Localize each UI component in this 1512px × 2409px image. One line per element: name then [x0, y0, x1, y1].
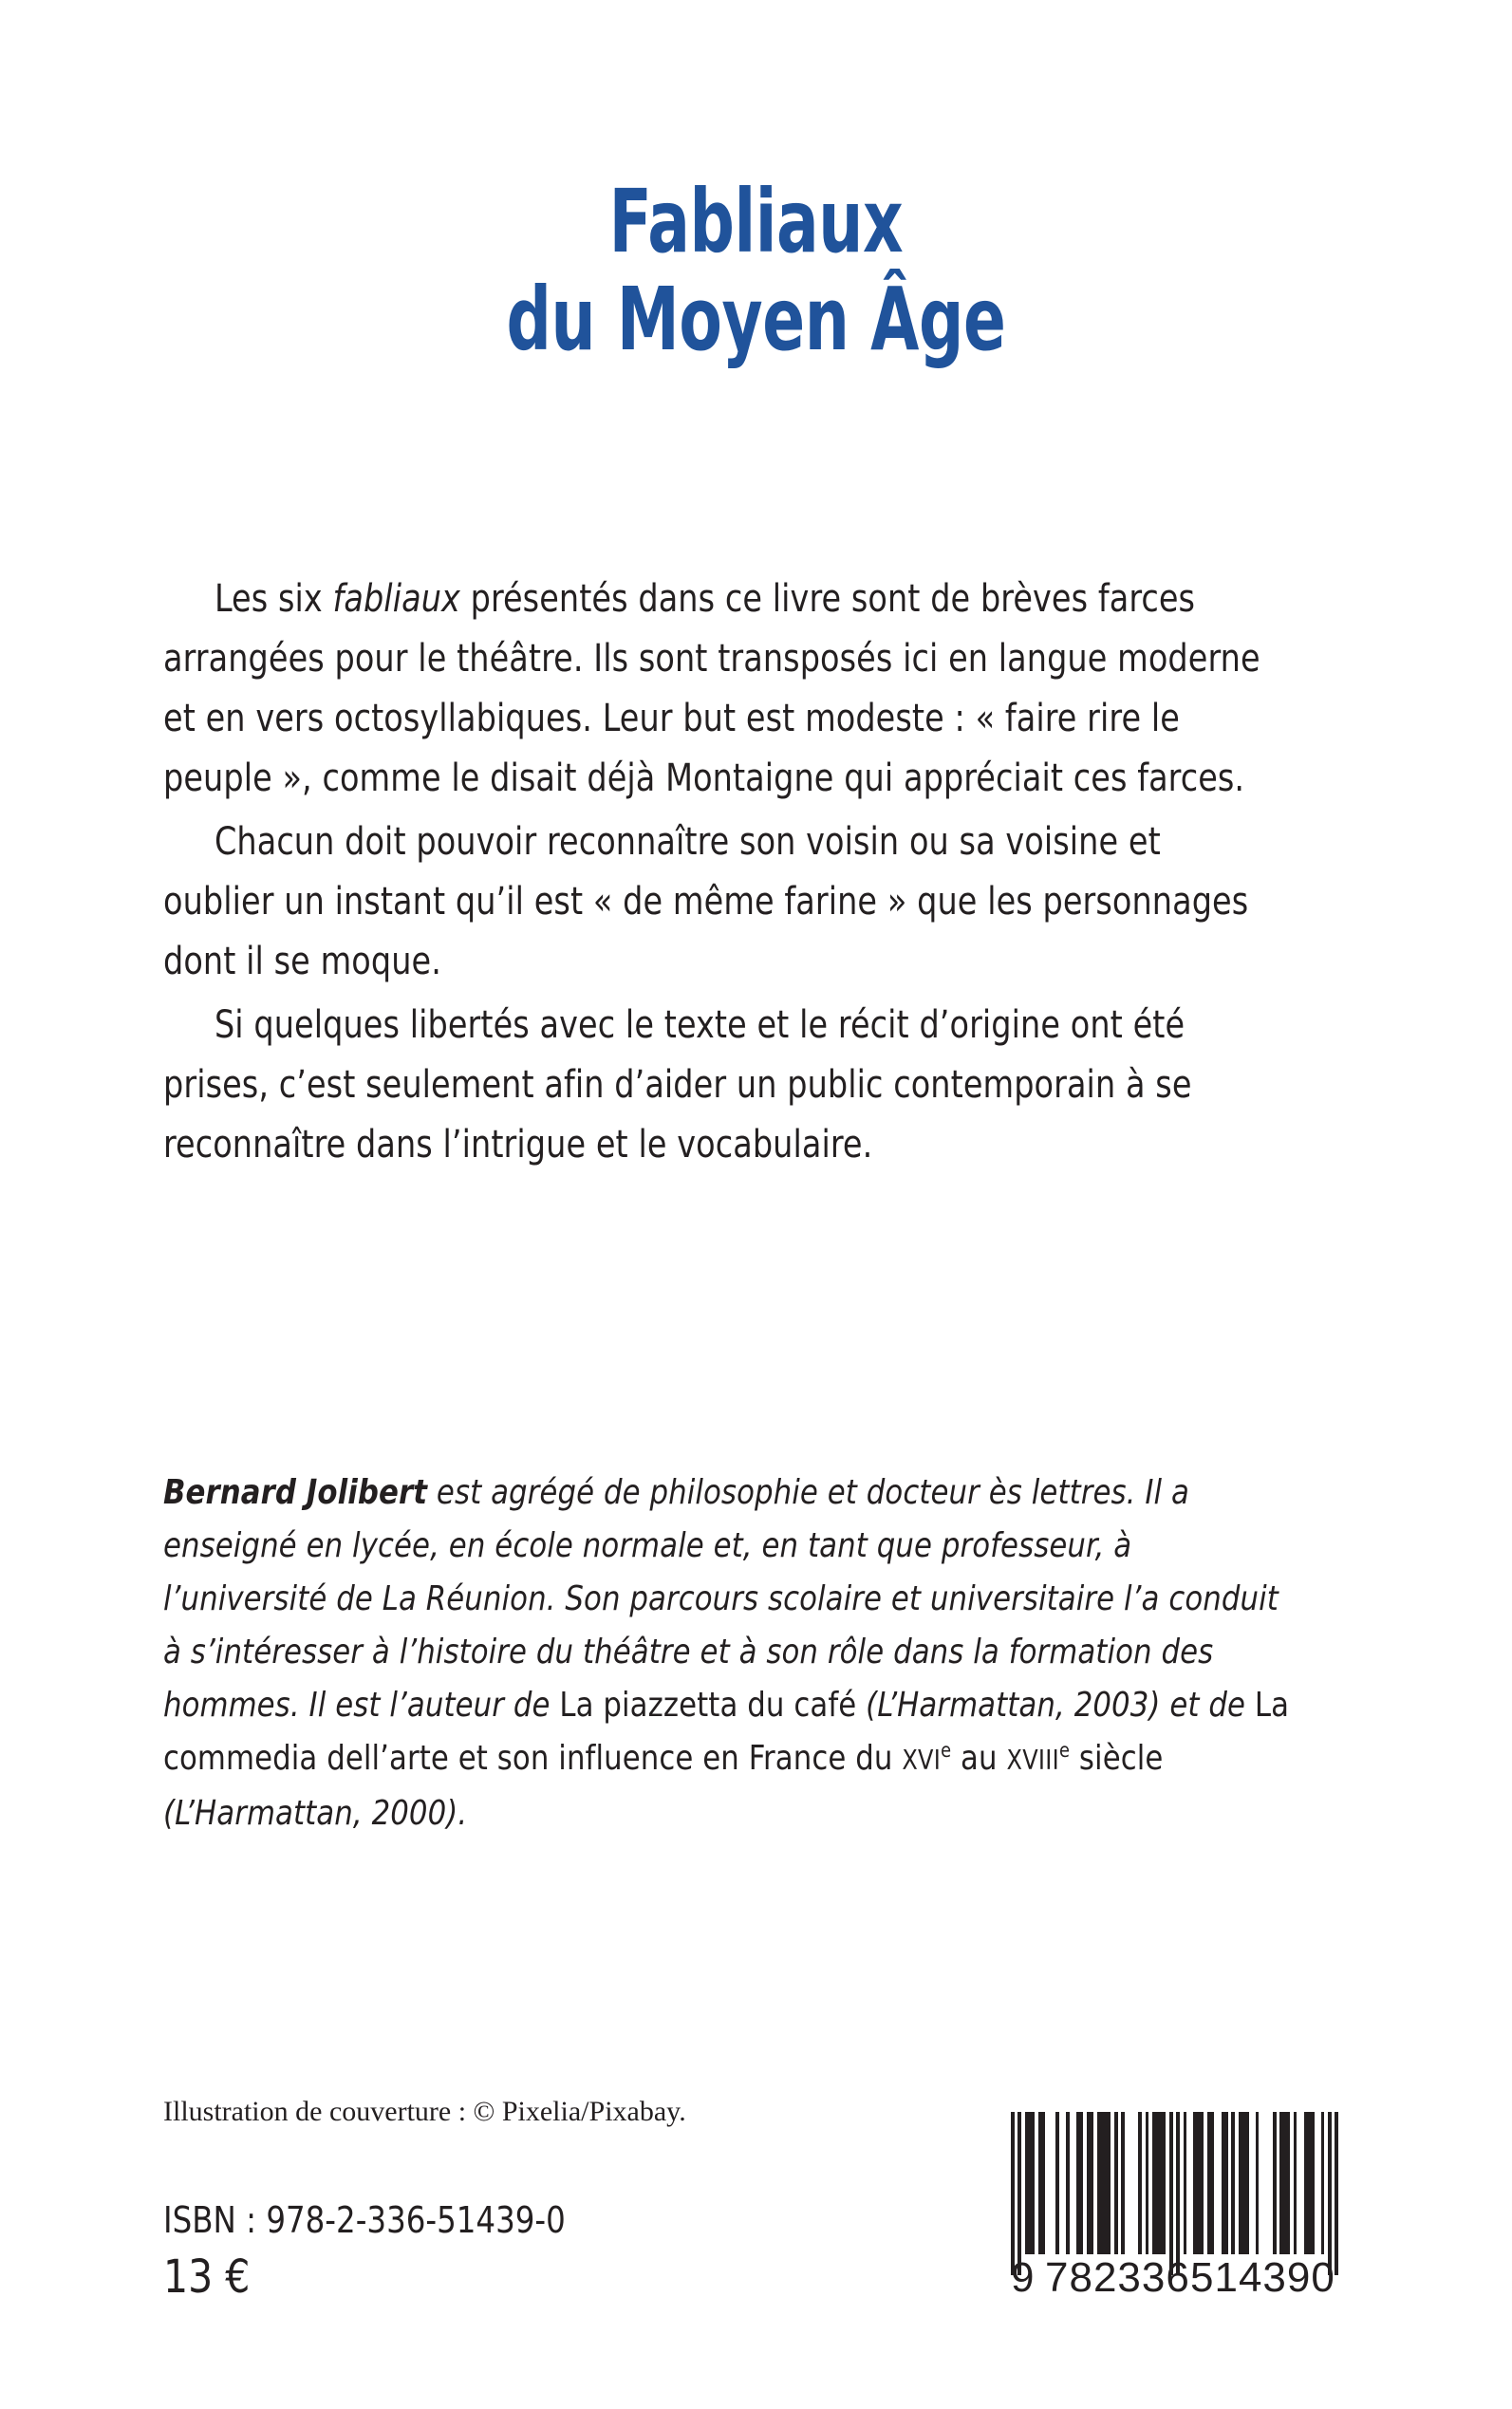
- barcode-digit-left: 9: [1011, 2254, 1036, 2301]
- bio-segment-4: (L’Harmattan, 2000).: [163, 1794, 468, 1833]
- isbn-price-block: [163, 2193, 566, 2306]
- barcode-bars: [1011, 2112, 1338, 2254]
- bio-segment-2: (L’Harmattan, 2003) et de: [856, 1686, 1255, 1725]
- bio-century-2-ordinal: e: [1058, 1739, 1071, 1762]
- bio-century-joiner: au: [951, 1739, 1007, 1778]
- blurb-p1-seg1: Les six: [214, 577, 333, 621]
- author-name: Bernard Jolibert: [163, 1473, 428, 1512]
- blurb-paragraph-1: [163, 570, 1268, 809]
- barcode-digits: [1011, 2254, 1338, 2300]
- blurb-p1-emphasis: fabliaux: [332, 577, 460, 621]
- ean13-barcode: [1011, 2112, 1338, 2300]
- book-title: [0, 171, 1512, 371]
- isbn-text: ISBN : 978-2-336-51439-0: [163, 2199, 566, 2241]
- blurb-p1-seg3: présentés dans ce livre sont de brèves farces arrangées pour le théâtre. Ils sont transposés ici en langue moderne et en vers octosyllabiques. Leur but est modeste : « faire rire le peuple », comme le disait déjà Montaigne qui appréciait ces farces.: [163, 577, 1260, 800]
- bio-century-1-ordinal: e: [941, 1739, 952, 1762]
- author-biography: [163, 1466, 1301, 1840]
- barcode-digits-middle: 782336: [1045, 2254, 1190, 2301]
- bio-work-title-2: La commedia dell’arte et son influence en France du: [163, 1686, 1290, 1778]
- blurb-paragraph-3: [163, 996, 1268, 1175]
- title-line-2: du Moyen Âge: [506, 269, 1006, 371]
- blurb-text: [163, 570, 1352, 1179]
- price-text: 13 €: [163, 2250, 251, 2304]
- bio-century-2: XVIII: [1006, 1745, 1059, 1776]
- blurb-p2-seg1: Chacun doit pouvoir reconnaître son voisin ou sa voisine et oublier un instant qu’il est « de même farine » que les personnages dont il se moque.: [163, 820, 1249, 983]
- bio-segment-3: siècle: [1070, 1739, 1164, 1778]
- bio-work-title-1: La piazzetta du café: [559, 1686, 857, 1725]
- blurb-p3-seg1: Si quelques libertés avec le texte et le récit d’origine ont été prises, c’est seulement afin d’aider un public contemporain à se reconnaître dans l’intrigue et le vocabulaire.: [163, 1003, 1192, 1167]
- barcode-digits-right: 514390: [1190, 2254, 1335, 2301]
- title-line-1: Fabliaux: [608, 171, 904, 272]
- bio-century-1: XVI: [902, 1745, 942, 1776]
- illustration-credit: Illustration de couverture : © Pixelia/Pixabay.: [163, 2096, 686, 2127]
- blurb-paragraph-2: [163, 812, 1268, 992]
- bio-segment-1: est agrégé de philosophie et docteur ès lettres. Il a enseigné en lycée, en école normale et, en tant que professeur, à l’université de La Réunion. Son parcours scolaire et universitaire l’a conduit à s’intéresser à l’histoire du théâtre et à son rôle dans la formation des hommes. Il est l’auteur de: [163, 1473, 1279, 1725]
